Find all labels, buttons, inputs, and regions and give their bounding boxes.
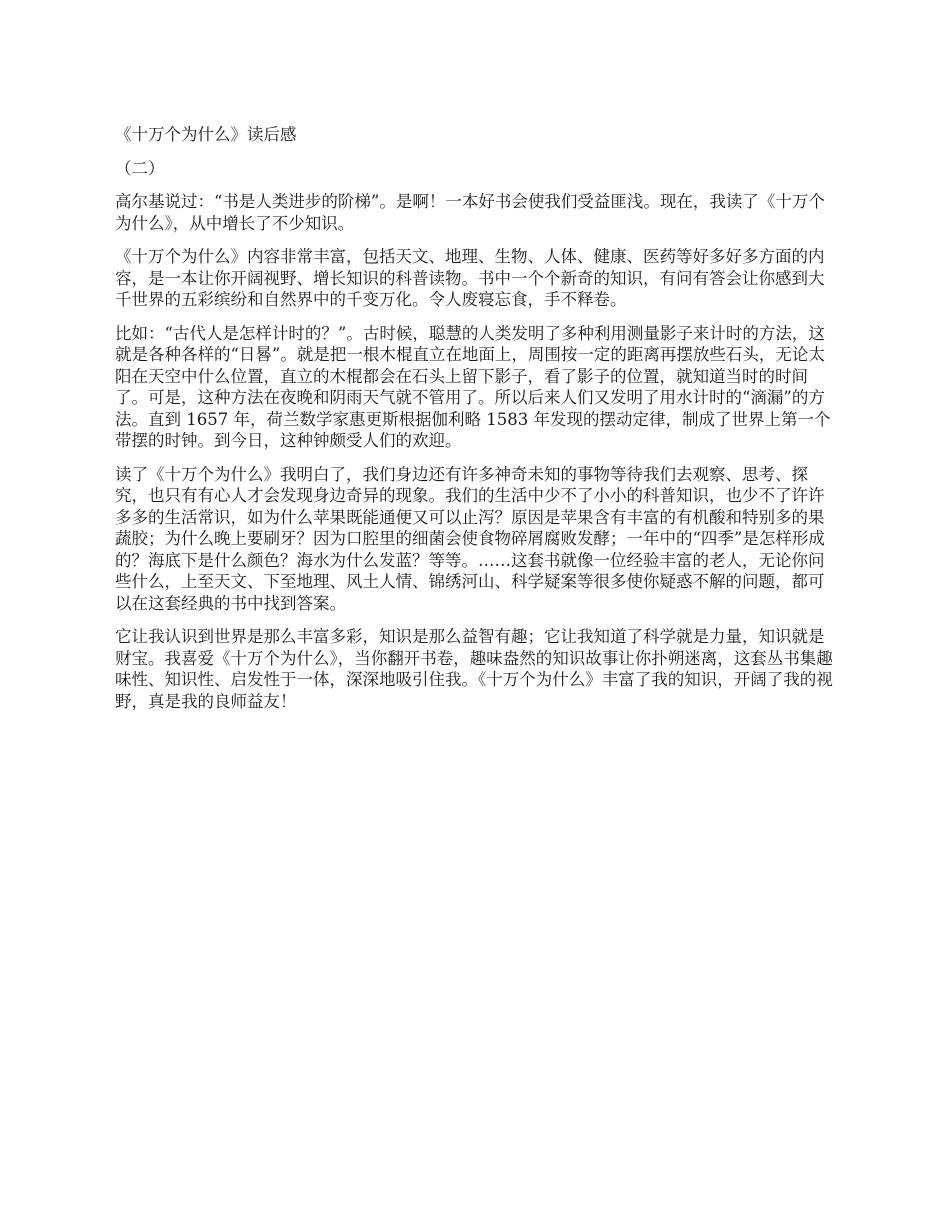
document-subtitle: （二） <box>115 158 165 178</box>
paragraph-5: 它让我认识到世界是那么丰富多彩，知识是那么益智有趣；它让我知道了科学就是力量，知识就是财宝。我喜爱《十万个为什么》，当你翻开书卷，趣味盎然的知识故事让你扑朔迷离，这套丛书集趣味性、知识性、启发性于一体，深深地吸引住我。《十万个为什么》丰富了我的知识，开阔了我的视野，真是我的良师益友！ <box>115 627 833 711</box>
document-title: 《十万个为什么》读后感 <box>115 125 297 144</box>
document-body <box>115 124 839 724</box>
paragraph-2: 《十万个为什么》内容非常丰富，包括天文、地理、生物、人体、健康、医药等好多好多方面的内容，是一本让你开阔视野、增长知识的科普读物。书中一个个新奇的知识，有问有答会让你感到大千世界的五彩缤纷和自然界中的千变万化。令人废寝忘食，手不释卷。 <box>115 247 825 309</box>
paragraph-3: 比如：“古代人是怎样计时的？”。古时候，聪慧的人类发明了多种利用测量影子来计时的方法，这就是各种各样的“日晷”。就是把一根木棍直立在地面上，周围按一定的距离再摆放些石头，无论太阳在天空中什么位置，直立的木棍都会在石头上留下影子，看了影子的位置，就知道当时的时间了。可是，这种方法在夜晚和阴雨天气就不管用了。所以后来人们又发明了用水计时的“滴漏”的方法。直到 1657 年，荷兰数学家惠更斯根据伽利略 1583 年发现的摆动定律，制成了世界上第一个带摆的时钟。到今日，这种钟颇受人们的欢迎。 <box>115 323 831 450</box>
paragraph-4: 读了《十万个为什么》我明白了，我们身边还有许多神奇未知的事物等待我们去观察、思考、探究，也只有有心人才会发现身边奇异的现象。我们的生活中少不了小小的科普知识，也少不了许许多多的生活常识，如为什么苹果既能通便又可以止泻？原因是苹果含有丰富的有机酸和特别多的果蔬胶；为什么晚上要刷牙？因为口腔里的细菌会使食物碎屑腐败发酵；一年中的“四季”是怎样形成的？海底下是什么颜色？海水为什么发蓝？等等。……这套书就像一位经验丰富的老人，无论你问些什么，上至天文、下至地理、风土人情、锦绣河山、科学疑案等很多使你疑惑不解的问题，都可以在这套经典的书中找到答案。 <box>115 464 825 613</box>
paragraph-1: 高尔基说过：“书是人类进步的阶梯”。是啊！一本好书会使我们受益匪浅。现在，我读了《十万个为什么》，从中增长了不少知识。 <box>115 192 825 233</box>
